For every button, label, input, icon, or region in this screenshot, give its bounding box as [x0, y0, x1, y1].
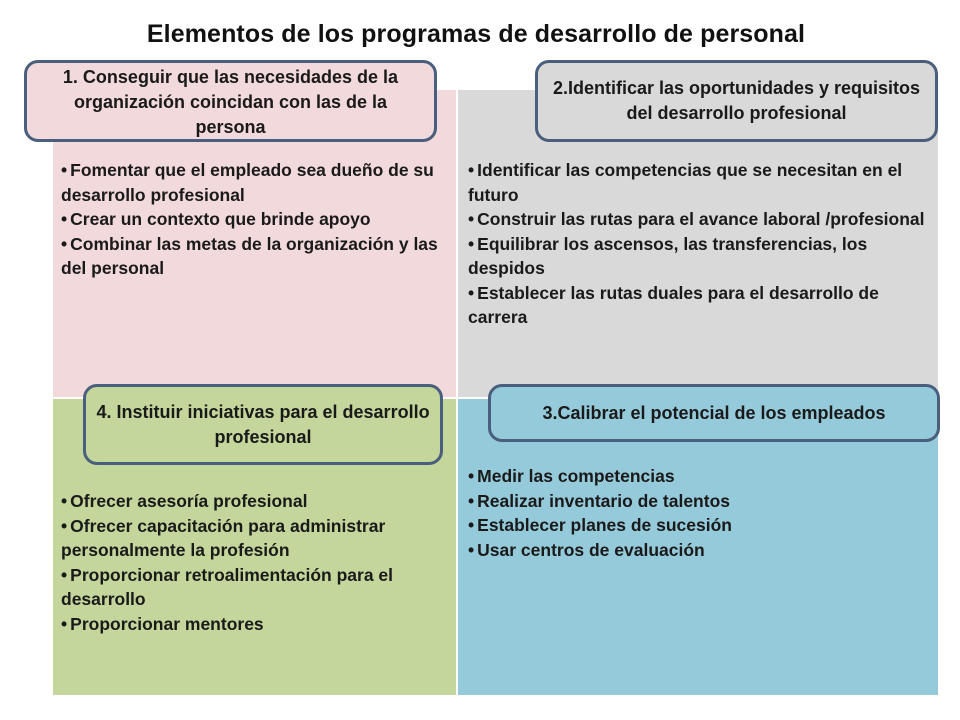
list-item: • Fomentar que el empleado sea dueño de su desarrollo profesional — [61, 158, 451, 207]
list-item: • Construir las rutas para el avance laboral /profesional — [468, 207, 930, 232]
bullet-list — [61, 158, 451, 281]
list-item: • Ofrecer asesoría profesional — [61, 489, 451, 514]
list-item: • Realizar inventario de talentos — [468, 489, 930, 514]
list-item: • Proporcionar mentores — [61, 612, 451, 637]
list-item: • Equilibrar los ascensos, las transferencias, los despidos — [468, 232, 930, 281]
list-item: • Combinar las metas de la organización y las del personal — [61, 232, 451, 281]
list-item: • Ofrecer capacitación para administrar personalmente la profesión — [61, 514, 451, 563]
heading-box-1: 1. Conseguir que las necesidades de la organización coincidan con las de la persona — [24, 60, 437, 142]
list-item: • Establecer las rutas duales para el desarrollo de carrera — [468, 281, 930, 330]
list-item: • Establecer planes de sucesión — [468, 513, 930, 538]
bullet-list — [61, 489, 451, 636]
bullet-list — [468, 464, 930, 562]
heading-box-2: 2.Identificar las oportunidades y requisitos del desarrollo profesional — [535, 60, 938, 142]
list-item: • Usar centros de evaluación — [468, 538, 930, 563]
list-item: • Proporcionar retroalimentación para el desarrollo — [61, 563, 451, 612]
list-item: • Medir las competencias — [468, 464, 930, 489]
bullet-list — [468, 158, 930, 330]
quadrant-employee-potential — [458, 399, 938, 695]
page-title: Elementos de los programas de desarrollo de personal — [146, 20, 806, 48]
heading-box-3: 3.Calibrar el potencial de los empleados — [488, 384, 940, 442]
heading-box-4: 4. Instituir iniciativas para el desarrollo profesional — [83, 384, 443, 465]
list-item: • Crear un contexto que brinde apoyo — [61, 207, 451, 232]
list-item: • Identificar las competencias que se necesitan en el futuro — [468, 158, 930, 207]
